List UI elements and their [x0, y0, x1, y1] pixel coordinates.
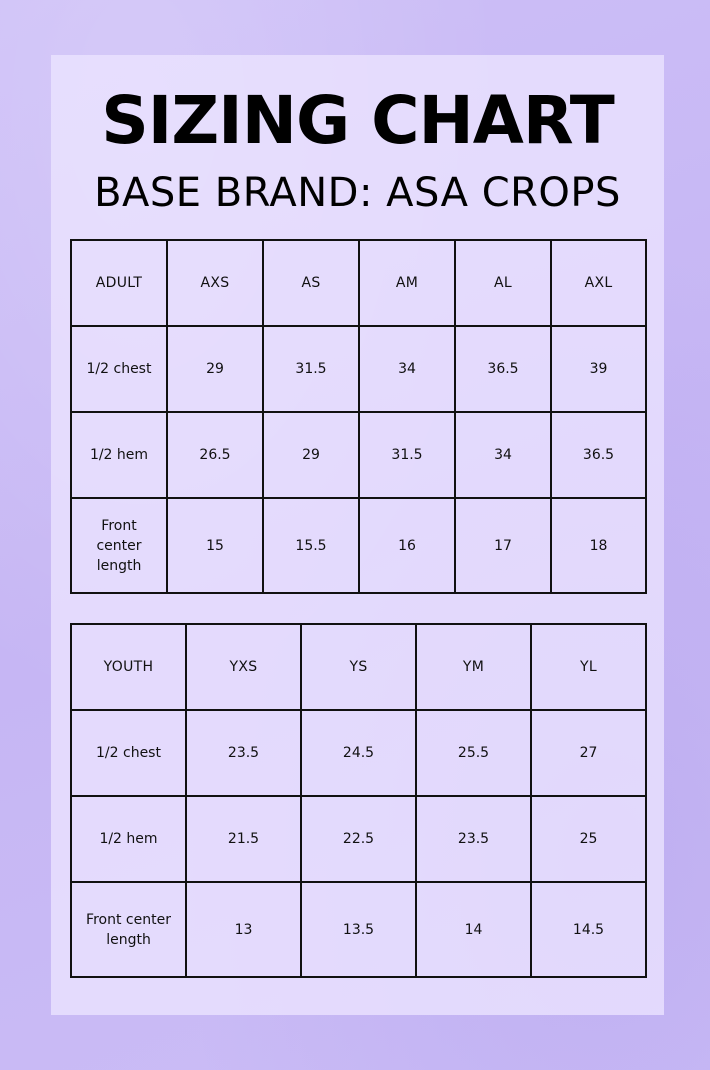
table-row: [71, 412, 646, 498]
measurement-value: 34: [455, 412, 551, 498]
measurement-value: 17: [455, 498, 551, 593]
measurement-value: 25.5: [416, 710, 531, 796]
size-header: AXS: [167, 240, 263, 326]
size-header: YXS: [186, 624, 301, 710]
measurement-value: 23.5: [186, 710, 301, 796]
category-label-youth: YOUTH: [71, 624, 186, 710]
measurement-value: 31.5: [359, 412, 455, 498]
measurement-value: 14: [416, 882, 531, 977]
measurement-value: 21.5: [186, 796, 301, 882]
measurement-value: 27: [531, 710, 646, 796]
measurement-value: 24.5: [301, 710, 416, 796]
size-header: YS: [301, 624, 416, 710]
adult-size-table: [70, 239, 647, 594]
measurement-value: 22.5: [301, 796, 416, 882]
measurement-label: Front center length: [71, 498, 167, 593]
measurement-value: 18: [551, 498, 646, 593]
measurement-value: 13.5: [301, 882, 416, 977]
size-header: AM: [359, 240, 455, 326]
category-label-adult: ADULT: [71, 240, 167, 326]
table-row: [71, 882, 646, 977]
measurement-value: 26.5: [167, 412, 263, 498]
size-header: AS: [263, 240, 359, 326]
measurement-label: 1/2 chest: [71, 326, 167, 412]
measurement-value: 34: [359, 326, 455, 412]
size-header: AL: [455, 240, 551, 326]
table-row: [71, 326, 646, 412]
measurement-label: 1/2 chest: [71, 710, 186, 796]
measurement-value: 36.5: [551, 412, 646, 498]
measurement-value: 29: [167, 326, 263, 412]
page-title: SIZING CHART: [101, 82, 614, 159]
measurement-value: 25: [531, 796, 646, 882]
measurement-value: 29: [263, 412, 359, 498]
sizing-chart-panel: [51, 55, 664, 1015]
size-header: YL: [531, 624, 646, 710]
table-row: [71, 498, 646, 593]
measurement-label: Front center length: [71, 882, 186, 977]
size-header: YM: [416, 624, 531, 710]
table-row: [71, 710, 646, 796]
measurement-label: 1/2 hem: [71, 796, 186, 882]
size-header: AXL: [551, 240, 646, 326]
measurement-value: 14.5: [531, 882, 646, 977]
youth-size-table: [70, 623, 647, 978]
brand-subtitle: BASE BRAND: ASA CROPS: [94, 170, 621, 216]
measurement-value: 16: [359, 498, 455, 593]
table-row: [71, 796, 646, 882]
measurement-value: 23.5: [416, 796, 531, 882]
measurement-value: 15: [167, 498, 263, 593]
measurement-value: 36.5: [455, 326, 551, 412]
measurement-value: 13: [186, 882, 301, 977]
measurement-value: 31.5: [263, 326, 359, 412]
measurement-value: 39: [551, 326, 646, 412]
measurement-label: 1/2 hem: [71, 412, 167, 498]
table-header-row: [71, 624, 646, 710]
measurement-value: 15.5: [263, 498, 359, 593]
table-header-row: [71, 240, 646, 326]
